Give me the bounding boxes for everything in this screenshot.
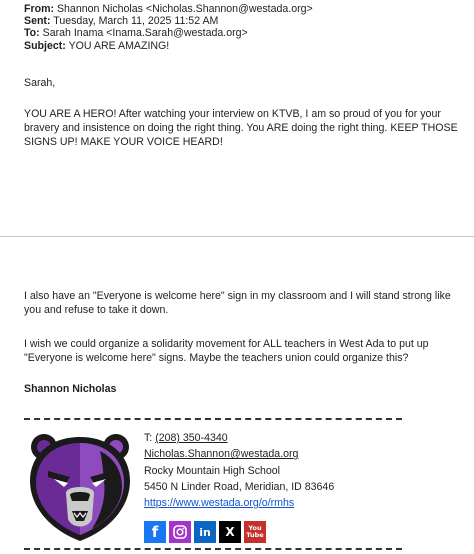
subject-value: YOU ARE AMAZING! — [68, 39, 170, 52]
signature-divider-bottom — [24, 548, 402, 550]
sent-line: Sent: Tuesday, March 11, 2025 11:52 AM — [24, 15, 219, 28]
sent-value: Tuesday, March 11, 2025 11:52 AM — [53, 15, 219, 28]
school-name: Rocky Mountain High School — [144, 464, 281, 477]
linkedin-icon[interactable]: in — [194, 521, 216, 543]
signature-divider-top — [24, 418, 402, 420]
phone-line: T: (208) 350-4340 — [144, 432, 228, 444]
from-value: Shannon Nicholas <Nicholas.Shannon@westada.org> — [56, 3, 313, 15]
signature-email-link[interactable]: Nicholas.Shannon@westada.org — [144, 448, 299, 461]
email-greeting: Sarah, — [24, 77, 56, 89]
facebook-icon[interactable]: f — [144, 521, 166, 543]
instagram-glyph — [173, 525, 187, 539]
to-value: Sarah Inama <Inama.Sarah@westada.org> — [42, 27, 248, 40]
email-paragraph-3: I wish we could organize a solidarity movement for ALL teachers in West Ada to put up "Everyone is welcome here" signs. Maybe the teachers union could organize this? — [24, 338, 429, 365]
email-header — [24, 3, 313, 52]
x-twitter-icon[interactable]: X — [219, 521, 241, 543]
email-paragraph-2: I also have an "Everyone is welcome here" sign in my classroom and I will stand strong like you and refuse to take it down. — [24, 290, 451, 317]
page-divider — [0, 236, 474, 237]
signature-name: Shannon Nicholas — [24, 383, 117, 395]
from-line: From: Shannon Nicholas <Nicholas.Shannon@westada.org> — [24, 3, 313, 15]
youtube-icon[interactable]: You Tube — [244, 521, 266, 543]
instagram-icon[interactable] — [169, 521, 191, 543]
social-links — [144, 521, 266, 543]
signature-contact — [144, 430, 334, 511]
email-paragraph-1: YOU ARE A HERO! After watching your interview on KTVB, I am so proud of you for your bravery and insistence on doing the right thing. You ARE doing the right thing. KEEP THOSE SIGNS UP! MAKE YOUR VOICE HEARD! — [24, 108, 458, 149]
school-address: 5450 N Linder Road, Meridian, ID 83646 — [144, 480, 335, 493]
school-website-link[interactable]: https://www.westada.org/o/rmhs — [144, 497, 295, 510]
to-line: To: Sarah Inama <Inama.Sarah@westada.org> — [24, 27, 248, 40]
phone-link[interactable]: (208) 350-4340 — [155, 432, 228, 444]
subject-line: Subject: YOU ARE AMAZING! — [24, 39, 170, 52]
bear-logo-icon — [26, 431, 134, 543]
